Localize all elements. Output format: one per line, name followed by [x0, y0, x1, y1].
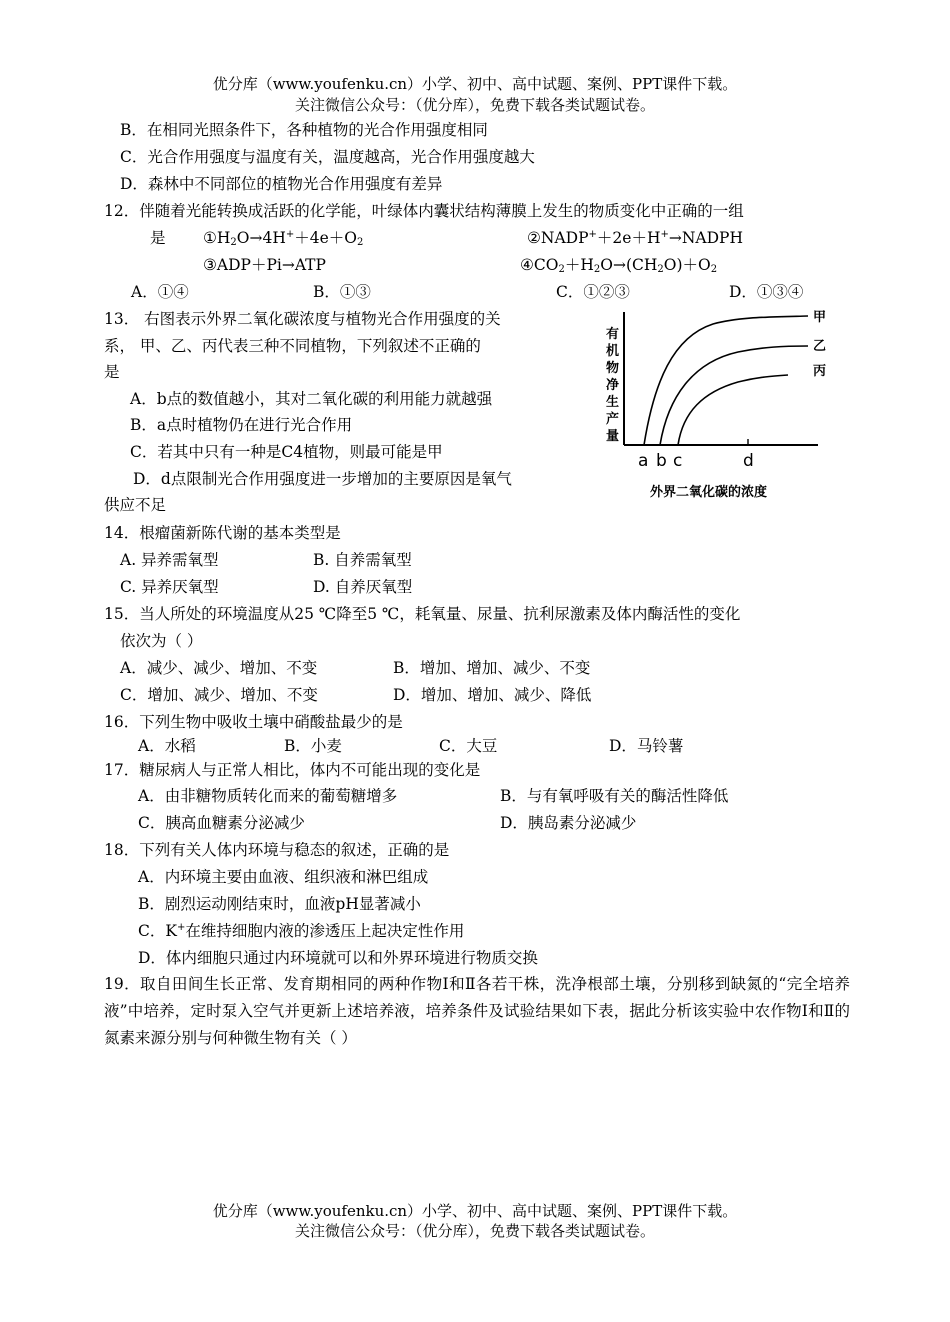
q17-stem: 17．糖尿病人与正常人相比，体内不可能出现的变化是	[104, 761, 481, 779]
q14-option-d: D. 自养厌氧型	[313, 578, 413, 596]
label-yi: 乙	[813, 339, 827, 354]
q16-option-a: A．水稻	[138, 737, 196, 755]
q18-option-a: A．内环境主要由血液、组织液和淋巴组成	[138, 868, 429, 886]
page-header-line1: 优分库（www.youfenku.cn）小学、初中、高中试题、案例、PPT课件下载。	[212, 75, 738, 93]
q18-option-d: D．体内细胞只通过内环境就可以和外界环境进行物质交换	[138, 949, 538, 967]
q17-option-a: A．由非糖物质转化而来的葡萄糖增多	[138, 787, 398, 805]
q12-stem-end: 是	[150, 229, 166, 247]
q15-option-d: D．增加、增加、减少、降低	[393, 686, 592, 704]
q12-reaction-2: ②NADP+＋2e＋H+→NADPH	[527, 229, 743, 247]
curve-jia	[644, 316, 808, 445]
ylabel-char: 生	[606, 395, 620, 410]
q13-option-a: A．b点的数值越小，其对二氧化碳的利用能力就越强	[130, 390, 493, 408]
page-footer-line2: 关注微信公众号：（优分库），免费下载各类试题试卷。	[294, 1222, 655, 1240]
figure-xlabel: 外界二氧化碳的浓度	[650, 485, 768, 500]
q12-reaction-3: ③ADP＋Pi→ATP	[203, 256, 326, 274]
q11-option-b: B．在相同光照条件下，各种植物的光合作用强度相同	[120, 121, 488, 139]
q16-option-b: B．小麦	[284, 737, 342, 755]
x-ticks	[638, 451, 754, 471]
q12-reaction-4: $④CO_2+H_2O\to(CH_2O)+O_2$	[520, 256, 718, 275]
q13-stem-line2: 系， 甲、乙、丙代表三种不同植物，下列叙述不正确的	[104, 337, 481, 355]
q17-option-d: D．胰岛素分泌减少	[500, 814, 637, 832]
q17-option-c: C．胰高血糖素分泌减少	[138, 814, 305, 832]
q15-option-a: A．减少、减少、增加、不变	[120, 659, 318, 677]
q15-stem-line1: 15．当人所处的环境温度从25 ℃降至5 ℃，耗氧量、尿量、抗利尿激素及体内酶活性的变化	[104, 605, 741, 623]
q12-option-c: C．①②③	[556, 283, 630, 301]
tick-label-a: a	[638, 451, 649, 471]
q15-option-b: B．增加、增加、减少、不变	[393, 659, 591, 677]
ylabel-char: 产	[606, 412, 620, 427]
page-footer-line1: 优分库（www.youfenku.cn）小学、初中、高中试题、案例、PPT课件下载。	[212, 1202, 738, 1220]
q12-option-d: D．①③④	[729, 283, 804, 301]
tick-label-b: b	[656, 451, 667, 471]
ylabel-char: 物	[606, 361, 620, 376]
q18-stem: 18．下列有关人体内环境与稳态的叙述，正确的是	[104, 841, 450, 859]
q16-option-d: D．马铃薯	[609, 737, 684, 755]
q14-option-c: C. 异养厌氧型	[120, 578, 219, 596]
curve-labels	[813, 310, 826, 379]
q16-option-c: C．大豆	[439, 737, 498, 755]
label-bing: 丙	[813, 364, 827, 379]
q15-option-c: C．增加、减少、增加、不变	[120, 686, 318, 704]
curve-bing	[678, 375, 788, 445]
q15-stem-line2: 依次为（ ）	[120, 632, 203, 650]
q13-option-d-line1: D．d点限制光合作用强度进一步增加的主要原因是氧气	[133, 470, 512, 488]
ylabel-char: 机	[606, 344, 620, 359]
q11-option-d: D．森林中不同部位的植物光合作用强度有差异	[120, 175, 443, 193]
q12-option-b: B．①③	[313, 283, 371, 301]
q18-option-c: C．K+在维持细胞内液的渗透压上起决定性作用	[138, 922, 465, 940]
q12-stem: 12．伴随着光能转换成活跃的化学能，叶绿体内囊状结构薄膜上发生的物质变化中正确的一组	[104, 202, 744, 220]
q13-stem-line3: 是	[104, 363, 120, 381]
ylabel-char: 有	[606, 327, 620, 342]
page-header-line2: 关注微信公众号：（优分库），免费下载各类试题试卷。	[294, 96, 655, 114]
q13-stem-line1: 13． 右图表示外界二氧化碳浓度与植物光合作用强度的关	[104, 310, 501, 328]
q16-stem: 16．下列生物中吸收土壤中硝酸盐最少的是	[104, 713, 403, 731]
q19-text: 19．取自田间生长正常、发育期相同的两种作物Ⅰ和Ⅱ各若干株，洗净根部土壤，分别移到缺氮的“完全培养液”中培养，定时泵入空气并更新上述培养液，培养条件及试验结果如下表，据此分析该实验中农作物Ⅰ和Ⅱ的氮素来源分别与何种微生物有关（ ）	[104, 975, 850, 1047]
co2-photosynthesis-figure	[598, 302, 848, 507]
q17-option-b: B．与有氧呼吸有关的酶活性降低	[500, 787, 729, 805]
tick-label-d: d	[743, 451, 754, 471]
figure-ylabel	[606, 326, 620, 444]
q13-option-d-line2: 供应不足	[104, 496, 167, 514]
q14-stem: 14．根瘤菌新陈代谢的基本类型是	[104, 524, 341, 542]
q18-option-b: B．剧烈运动刚结束时，血液pH显著减小	[138, 895, 421, 913]
ylabel-char: 量	[606, 429, 620, 444]
label-jia: 甲	[813, 310, 827, 325]
q14-option-b: B. 自养需氧型	[313, 551, 412, 569]
q13-option-c: C．若其中只有一种是C4植物，则最可能是甲	[130, 443, 443, 461]
q11-option-c: C．光合作用强度与温度有关，温度越高，光合作用强度越大	[120, 148, 535, 166]
q13-option-b: B．a点时植物仍在进行光合作用	[130, 416, 353, 434]
q12-reaction-1: $①H_2O\to 4H^++4e+O_2$	[203, 229, 364, 248]
tick-label-c: c	[673, 451, 683, 471]
q14-option-a: A. 异养需氧型	[120, 551, 219, 569]
ylabel-char: 净	[606, 378, 620, 393]
q12-option-a: A．①④	[131, 283, 189, 301]
